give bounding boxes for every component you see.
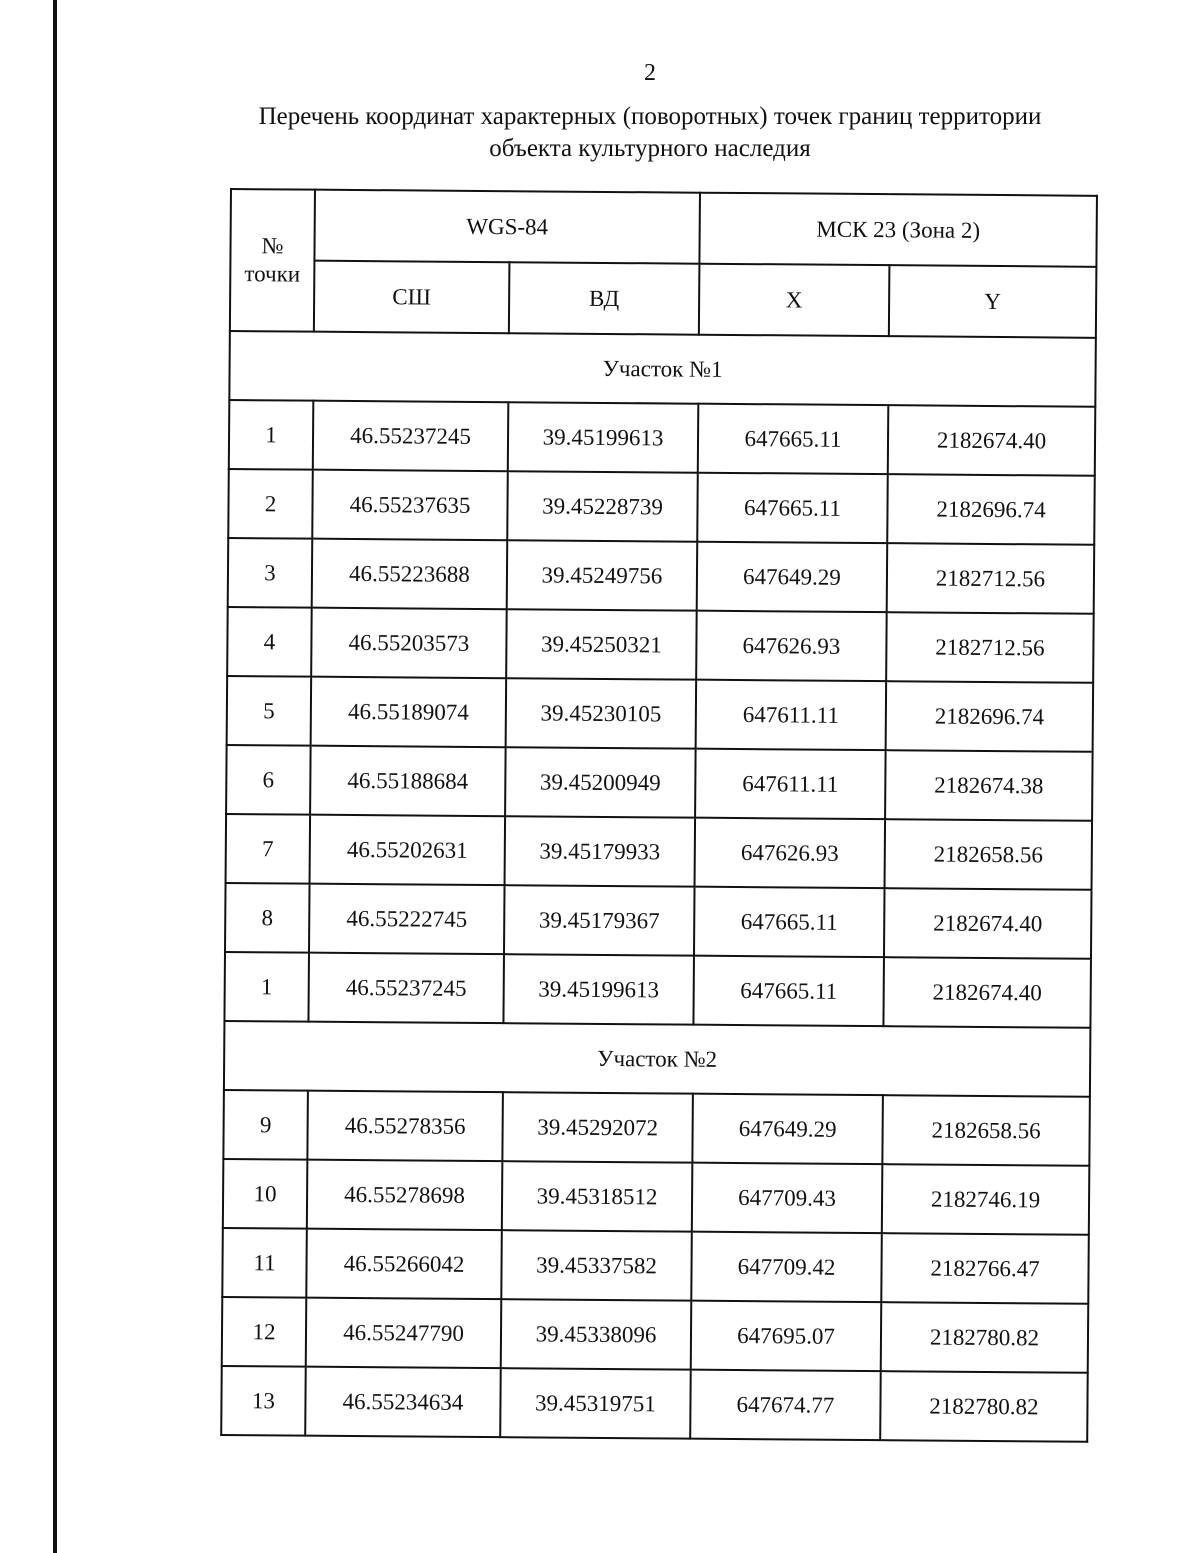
point-number-cell: 7 <box>226 814 311 884</box>
longitude-cell: 39.45319751 <box>500 1368 691 1438</box>
table-row <box>223 1159 1090 1235</box>
document-title-line-1: Перечень координат характерных (поворотных) точек границ территории <box>258 103 1042 130</box>
coordinates-table <box>220 188 1098 1443</box>
latitude-header: СШ <box>314 261 510 334</box>
document-title-line-2: объекта культурного наследия <box>489 135 811 162</box>
table-header-row-1 <box>230 189 1097 267</box>
x-cell: 647626.93 <box>695 818 886 888</box>
point-number-cell: 1 <box>224 952 309 1022</box>
point-number-cell: 12 <box>222 1297 307 1367</box>
x-cell: 647649.29 <box>692 1094 883 1164</box>
x-cell: 647695.07 <box>691 1301 882 1371</box>
longitude-header: ВД <box>509 262 700 334</box>
point-number-cell: 10 <box>223 1159 308 1229</box>
latitude-cell: 46.55223688 <box>312 539 508 610</box>
x-cell: 647626.93 <box>696 611 887 681</box>
y-cell: 2182696.74 <box>886 681 1094 752</box>
y-cell: 2182658.56 <box>885 819 1093 890</box>
y-cell: 2182712.56 <box>886 612 1094 683</box>
longitude-cell: 39.45230105 <box>506 678 697 748</box>
section-title: Участок №2 <box>224 1021 1091 1097</box>
x-cell: 647709.42 <box>691 1232 882 1302</box>
document-title <box>220 101 1080 165</box>
table-row <box>228 538 1095 614</box>
longitude-cell: 39.45292072 <box>502 1092 693 1162</box>
table-row <box>221 1366 1088 1442</box>
point-number-cell: 11 <box>222 1228 307 1298</box>
page-number: 2 <box>644 60 656 86</box>
latitude-cell: 46.55222745 <box>309 884 505 955</box>
longitude-cell: 39.45337582 <box>501 1230 692 1300</box>
y-cell: 2182674.38 <box>885 750 1093 821</box>
longitude-cell: 39.45199613 <box>503 954 694 1024</box>
wgs84-group-header: WGS-84 <box>314 190 700 264</box>
y-cell: 2182712.56 <box>887 543 1095 614</box>
point-number-cell: 13 <box>221 1366 306 1436</box>
latitude-cell: 46.55266042 <box>306 1229 502 1300</box>
table-header-row-2 <box>230 260 1097 338</box>
y-cell: 2182780.82 <box>880 1371 1088 1442</box>
y-header: Y <box>889 265 1097 338</box>
coordinates-table-body <box>221 189 1097 1442</box>
table-row <box>222 1297 1089 1373</box>
point-number-header-line-2: точки <box>244 261 301 287</box>
x-cell: 647611.11 <box>696 680 887 750</box>
point-number-cell: 8 <box>225 883 310 953</box>
table-row <box>226 814 1093 890</box>
table-row <box>227 607 1094 683</box>
latitude-cell: 46.55202631 <box>310 815 506 886</box>
x-cell: 647665.11 <box>697 473 888 543</box>
x-cell: 647665.11 <box>694 887 885 957</box>
y-cell: 2182746.19 <box>882 1164 1090 1235</box>
longitude-cell: 39.45199613 <box>508 402 699 472</box>
x-cell: 647665.11 <box>693 956 884 1026</box>
table-row <box>225 883 1092 959</box>
longitude-cell: 39.45250321 <box>506 609 697 679</box>
table-row <box>224 952 1091 1028</box>
table-row <box>223 1090 1090 1166</box>
table-row <box>228 469 1095 545</box>
x-cell: 647665.11 <box>698 404 889 474</box>
longitude-cell: 39.45338096 <box>501 1299 692 1369</box>
y-cell: 2182674.40 <box>883 957 1091 1028</box>
latitude-cell: 46.55203573 <box>311 608 507 679</box>
x-cell: 647611.11 <box>695 749 886 819</box>
y-cell: 2182696.74 <box>887 474 1095 545</box>
latitude-cell: 46.55188684 <box>310 746 506 817</box>
latitude-cell: 46.55237635 <box>312 470 508 541</box>
y-cell: 2182658.56 <box>882 1095 1090 1166</box>
point-number-cell: 4 <box>227 607 312 677</box>
latitude-cell: 46.55278356 <box>307 1091 503 1162</box>
y-cell: 2182674.40 <box>884 888 1092 959</box>
point-number-cell: 2 <box>228 469 313 539</box>
point-number-cell: 5 <box>227 676 312 746</box>
x-header: X <box>699 264 890 336</box>
latitude-cell: 46.55237245 <box>308 953 504 1024</box>
x-cell: 647674.77 <box>690 1370 881 1440</box>
table-row <box>226 745 1093 821</box>
longitude-cell: 39.45200949 <box>505 747 696 817</box>
latitude-cell: 46.55234634 <box>305 1367 501 1438</box>
y-cell: 2182766.47 <box>881 1233 1089 1304</box>
latitude-cell: 46.55278698 <box>307 1160 503 1231</box>
section-header-row <box>224 1021 1091 1097</box>
table-row <box>227 676 1094 752</box>
longitude-cell: 39.45179933 <box>505 816 696 886</box>
y-cell: 2182674.40 <box>888 405 1096 476</box>
point-number-cell: 3 <box>228 538 313 608</box>
longitude-cell: 39.45249756 <box>507 540 698 610</box>
section-header-row <box>229 331 1096 407</box>
longitude-cell: 39.45228739 <box>507 471 698 541</box>
longitude-cell: 39.45179367 <box>504 885 695 955</box>
msk23-group-header: МСК 23 (Зона 2) <box>699 193 1097 267</box>
x-cell: 647709.43 <box>692 1163 883 1233</box>
point-number-cell: 1 <box>229 400 314 470</box>
y-cell: 2182780.82 <box>881 1302 1089 1373</box>
latitude-cell: 46.55189074 <box>311 677 507 748</box>
point-number-header-line-1: № <box>261 233 284 259</box>
table-row <box>229 400 1096 476</box>
point-number-cell: 9 <box>223 1090 308 1160</box>
latitude-cell: 46.55247790 <box>306 1298 502 1369</box>
table-row <box>222 1228 1089 1304</box>
latitude-cell: 46.55237245 <box>313 401 509 472</box>
x-cell: 647649.29 <box>697 542 888 612</box>
page-margin-rule <box>53 0 57 1553</box>
point-number-cell: 6 <box>226 745 311 815</box>
longitude-cell: 39.45318512 <box>502 1161 693 1231</box>
point-number-header <box>230 189 315 332</box>
section-title: Участок №1 <box>229 331 1096 407</box>
